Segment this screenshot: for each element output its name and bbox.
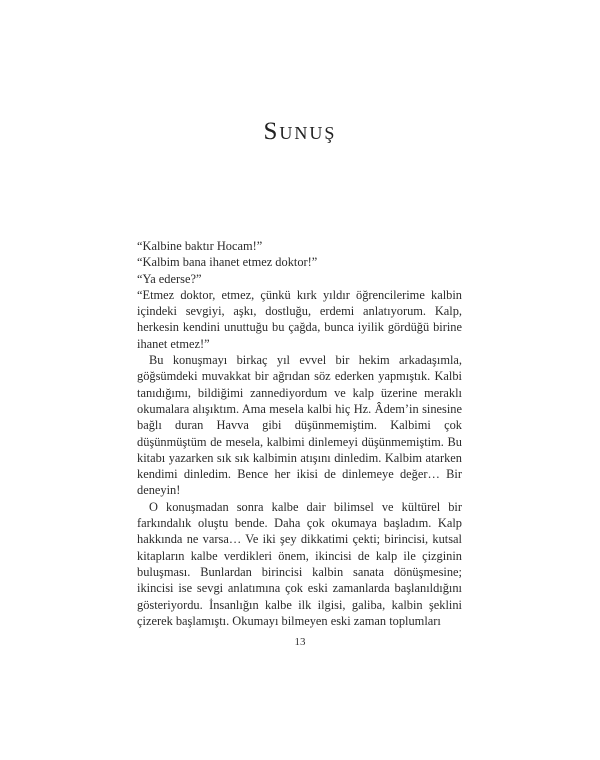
body-paragraph-1: Bu konuşmayı birkaç yıl evvel bir hekim arkadaşımla, göğsümdeki muvakkat bir ağrıdan söz ederken yapmıştık. Kalbi tanıdığımı, bildiğimi zannediyordum ve kalp üzerine meraklı okumalara alışıktım. Ama mesela kalbi hiç Hz. Âdem’in sinesine bağlı duran Havva gibi düşünmemiştim. Kalbimi çok düşünmüştüm de mesela, kalbimi dinlemeyi düşünmemiştim. Bu kitabı yazarken sık sık kalbimin atışını dinledim. Kalbim atarken kendimi dinledim. Bence her ikisi de dinlemeye değer… Bir deneyin! [137, 353, 462, 498]
dialogue-line-2: “Kalbim bana ihanet etmez doktor!” [137, 255, 318, 270]
dialogue-line-4: “Etmez doktor, etmez, çünkü kırk yıldır öğrencilerime kalbin içindeki sevgiyi, aşkı, dostluğu, erdemi anlatıyorum. Kalp, herkesin kendini unuttuğu bu çağda, bunca iyilik gördüğü birine ihanet etmez!” [137, 287, 462, 351]
body-paragraph-2: O konuşmadan sonra kalbe dair bilimsel ve kültürel bir farkındalık oluştu bende. Daha çok okumaya başladım. Kalp hakkında ne varsa… Ve iki şey dikkatimi çekti; birincisi, kutsal kitapların kalbe verdikleri önem, ikincisi de kalp ile çizginin buluşması. Bunlardan birincisi kalbin sanata dönüşmesine; ikincisi ise sevgi anlatımına çok eski zamanlarda başlanıldığını gösteriyordu. İnsanlığın kalbe ilk ilgisi, galiba, kalbin şeklini çizerek başlamıştı. Okumayı bilmeyen eski zaman toplumları [137, 499, 462, 628]
chapter-body [137, 238, 462, 629]
chapter-title: Sunuş [263, 118, 337, 145]
dialogue-line-1: “Kalbine baktır Hocam!” [137, 239, 263, 253]
page-number: 13 [294, 636, 306, 648]
dialogue-line-3: “Ya ederse?” [137, 271, 202, 286]
